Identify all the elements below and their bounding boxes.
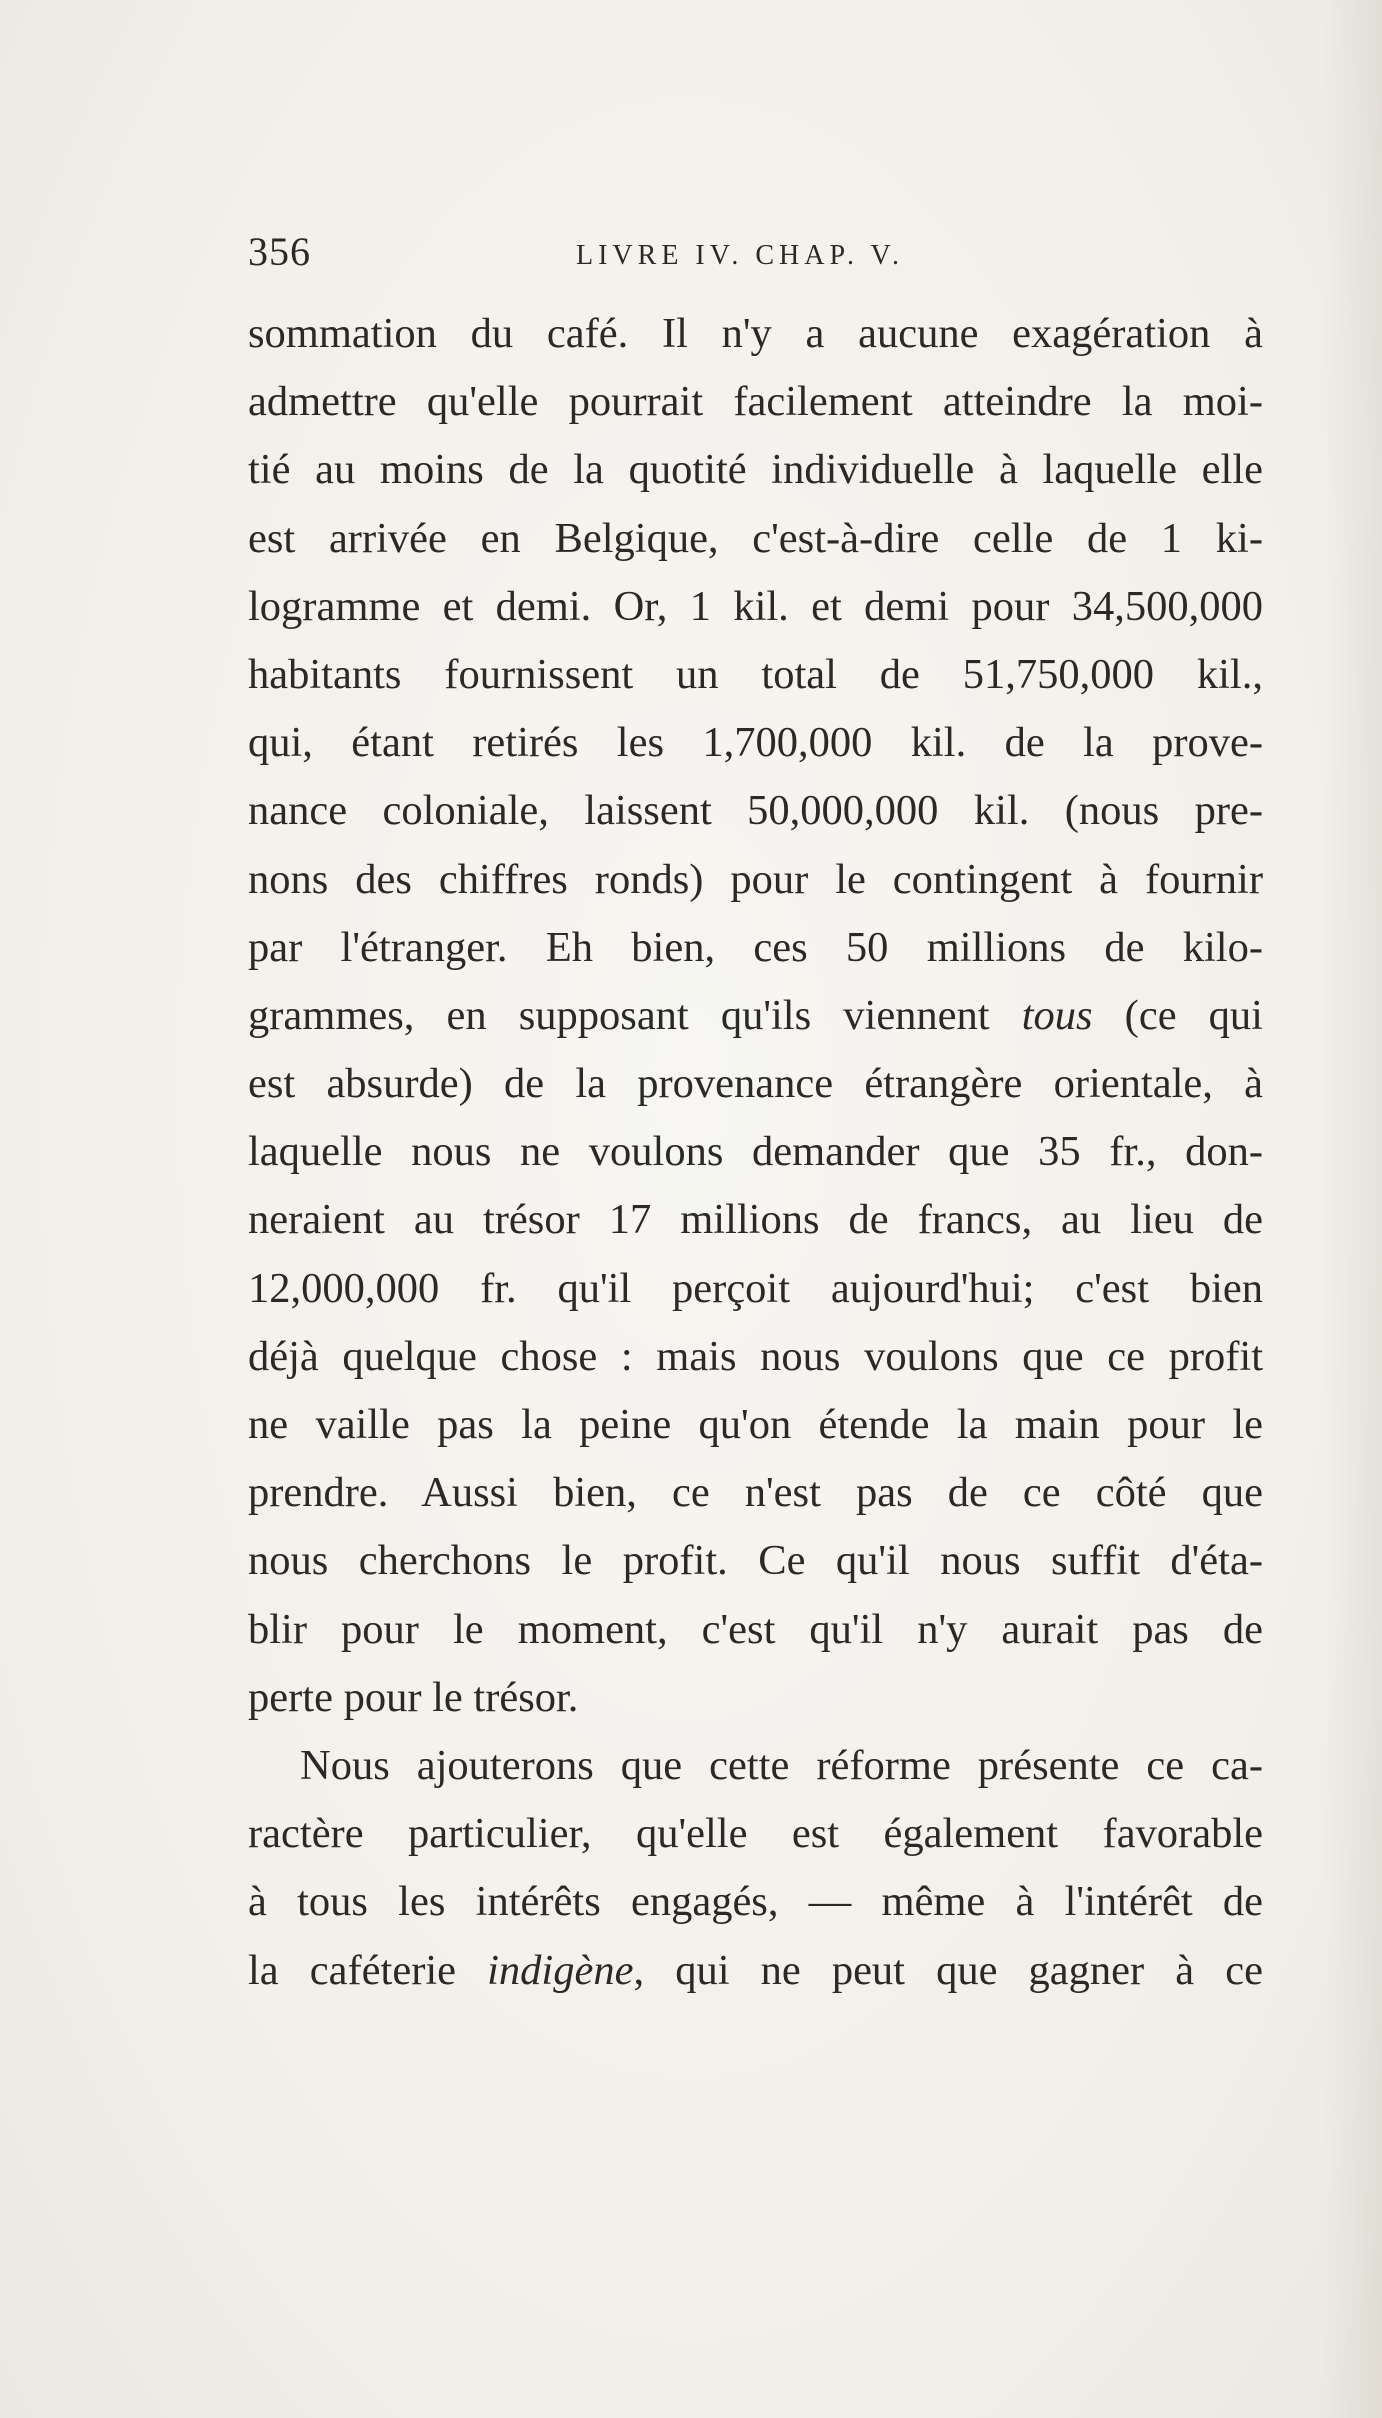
text-line (248, 1937, 1263, 2005)
page-number: 356 (248, 229, 311, 274)
text-line: blir pour le moment, c'est qu'il n'y aurait pas de (248, 1605, 1263, 1653)
italic-word: tous (1021, 991, 1093, 1039)
page-header (248, 228, 1263, 288)
text-line: habitants fournissent un total de 51,750,000 kil., (248, 650, 1263, 698)
text-line: à tous les intérêts engagés, — même à l'intérêt de (248, 1878, 1263, 1926)
text-line: sommation du café. Il n'y a aucune exagération à (248, 310, 1263, 357)
text-run: la caféterie (248, 1946, 488, 1994)
text-line: nons des chiffres ronds) pour le contingent à fournir (248, 855, 1263, 903)
text-run: , qui ne peut que gagner à ce (633, 1946, 1263, 1994)
text-line: perte pour le trésor. (248, 1673, 579, 1721)
text-run: (ce qui (1092, 991, 1263, 1039)
body-text (248, 300, 1263, 2005)
running-head: LIVRE IV. CHAP. V. (576, 240, 905, 271)
text-line: nance coloniale, laissent 50,000,000 kil. (nous pre- (248, 787, 1263, 835)
text-line: est absurde) de la provenance étrangère orientale, à (248, 1060, 1263, 1108)
text-line: par l'étranger. Eh bien, ces 50 millions de kilo- (248, 923, 1263, 971)
text-line (248, 982, 1263, 1050)
text-line: est arrivée en Belgique, c'est-à-dire celle de 1 ki- (248, 514, 1263, 562)
text-line: 12,000,000 fr. qu'il perçoit aujourd'hui; c'est bien (248, 1264, 1263, 1312)
text-line: logramme et demi. Or, 1 kil. et demi pour 34,500,000 (248, 582, 1263, 630)
text-line: neraient au trésor 17 millions de francs, au lieu de (248, 1196, 1263, 1244)
text-line: admettre qu'elle pourrait facilement atteindre la moi- (248, 378, 1263, 426)
text-line: ne vaille pas la peine qu'on étende la main pour le (248, 1401, 1263, 1448)
text-line: déjà quelque chose : mais nous voulons que ce profit (248, 1332, 1263, 1380)
text-run: grammes, en supposant qu'ils viennent (248, 991, 1022, 1039)
text-line: tié au moins de la quotité individuelle à laquelle elle (248, 446, 1263, 494)
text-line: laquelle nous ne voulons demander que 35 fr., don- (248, 1128, 1263, 1176)
page-edge-shadow (1322, 0, 1382, 2418)
text-line: nous cherchons le profit. Ce qu'il nous suffit d'éta- (248, 1537, 1263, 1585)
text-line: qui, étant retirés les 1,700,000 kil. de la prove- (248, 719, 1263, 767)
text-line: ractère particulier, qu'elle est également favorable (248, 1810, 1263, 1858)
text-line: prendre. Aussi bien, ce n'est pas de ce côté que (248, 1469, 1263, 1517)
italic-word: indigène (487, 1946, 634, 1994)
paragraph-start-line: Nous ajouterons que cette réforme présente ce ca- (300, 1741, 1263, 1789)
